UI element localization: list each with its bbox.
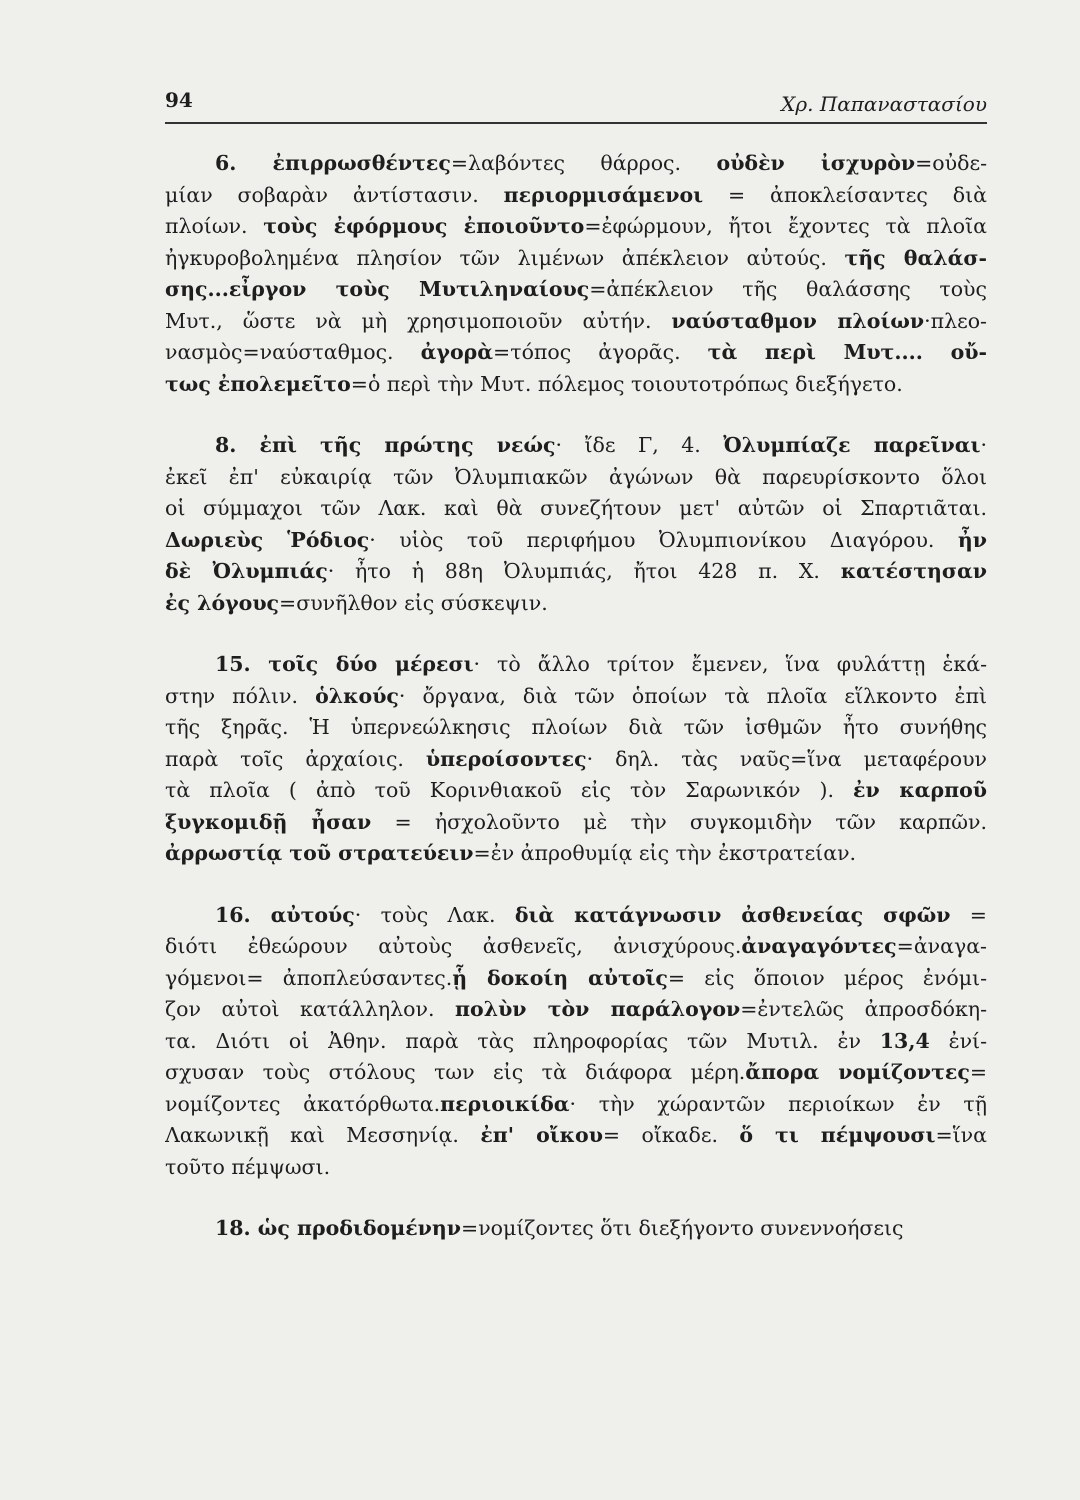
text-line [165, 369, 987, 401]
lemma-term: 6. ἐπιρρωσθέντες [215, 151, 451, 175]
note-paragraph [165, 430, 987, 619]
gloss-text: · ἴδε Γ, 4. [555, 433, 724, 457]
lemma-term: ᾗ δοκοίη αὐτοῖς [452, 965, 668, 990]
text-line [165, 963, 987, 995]
gloss-text: · ὄργανα, διὰ τῶν ὁποίων τὰ πλοῖα εἵλκοντο ἐπὶ [398, 683, 987, 708]
lemma-term: σης...εἶργον τοὺς Μυτιληναίους [165, 277, 590, 301]
gloss-text: · υἱὸς τοῦ περιφήμου Ὀλυμπιονίκου Διαγόρου. [369, 527, 958, 552]
text-line [165, 900, 987, 932]
text-line [165, 211, 987, 243]
text-line [165, 337, 987, 369]
text-line [165, 274, 987, 306]
gloss-text: = ἀποκλείσαντες διὰ [703, 182, 987, 207]
lemma-term: 13,4 [879, 1028, 930, 1053]
text-line [165, 493, 987, 525]
lemma-term: 8. ἐπὶ τῆς πρώτης νεώς [215, 433, 556, 457]
text-line [165, 430, 987, 462]
lemma-term: ἀρρωστίᾳ τοῦ στρατεύειν [165, 841, 474, 865]
lemma-term: ναύσταθμον πλοίων [671, 308, 925, 333]
gloss-text: =ἵνα [935, 1123, 987, 1147]
text-line [165, 807, 987, 839]
text-line [165, 306, 987, 338]
gloss-text: =συνῆλθον εἰς σύσκεψιν. [279, 590, 548, 615]
commentary-body [165, 148, 987, 1275]
text-line [165, 931, 987, 963]
lemma-term: ἐπ' οἴκου [480, 1123, 603, 1147]
gloss-text: · δηλ. τὰς ναῦς=ἵνα μεταφέρουν [586, 746, 987, 771]
gloss-text: = ἠσχολοῦντο μὲ τὴν συγκομιδὴν τῶν καρπῶν. [371, 809, 987, 834]
gloss-text: Μυτ., ὥστε νὰ μὴ χρησιμοποιοῦν αὐτήν. [165, 308, 672, 333]
lemma-term: τοὺς ἐφόρμους ἐποιοῦντο [263, 214, 585, 238]
gloss-text: σχυσαν τοὺς στόλους των εἰς τὰ διάφορα μέρη. [165, 1060, 746, 1084]
gloss-text: στην πόλιν. [165, 683, 316, 708]
gloss-text: μίαν σοβαρὰν ἀντίστασιν. [165, 182, 504, 207]
gloss-text: =ἀπέκλειον τῆς θαλάσσης τοὺς [589, 277, 987, 301]
gloss-text: =οὐδε- [915, 151, 987, 175]
text-line [165, 556, 987, 588]
text-line [165, 243, 987, 275]
gloss-text: ἠγκυροβολημένα πλησίον τῶν λιμένων ἀπέκλειον αὐτούς. [165, 245, 845, 270]
lemma-term: ἦν [957, 527, 987, 552]
gloss-text: τοῦτο πέμψωσι. [165, 1154, 331, 1179]
gloss-text: · [980, 433, 987, 457]
gloss-text: πλοίων. [165, 214, 264, 238]
note-paragraph [165, 1213, 987, 1245]
gloss-text: ἐκεῖ ἐπ' εὐκαιρίᾳ τῶν Ὀλυμπιακῶν ἀγώνων θὰ παρευρίσκοντο ὅλοι [165, 464, 987, 489]
text-line [165, 1152, 987, 1184]
gloss-text: διότι ἐθεώρουν αὐτοὺς ἀσθενεῖς, ἀνισχύρους. [165, 934, 742, 958]
lemma-term: 15. τοῖς δύο μέρεσι [215, 652, 474, 676]
lemma-term: ἀγορὰ [420, 340, 494, 364]
page-header [165, 82, 987, 124]
lemma-term: ὅ τι πέμψουσι [739, 1123, 936, 1147]
gloss-text: · τὴν χώραντῶν περιοίκων ἐν τῇ [569, 1091, 987, 1116]
gloss-text: =ἀναγα- [896, 934, 987, 958]
text-line [165, 775, 987, 807]
text-line [165, 588, 987, 620]
text-line [165, 1089, 987, 1121]
gloss-text: =ἐφώρμουν, ἤτοι ἔχοντες τὰ πλοῖα [584, 214, 987, 238]
gloss-text: · τοὺς Λακ. [354, 902, 515, 927]
text-line [165, 148, 987, 180]
lemma-term: περιορμισάμενοι [503, 182, 704, 207]
page-number: 94 [165, 88, 193, 112]
text-line [165, 525, 987, 557]
gloss-text: τῆς ξηρᾶς. Ἡ ὑπερνεώλκησις πλοίων διὰ τῶν ἰσθμῶν ἦτο συνήθης [165, 715, 987, 739]
gloss-text: γόμενοι= ἀποπλεύσαντες. [165, 965, 453, 990]
lemma-term: ὑπεροίσοντες [425, 746, 587, 771]
gloss-text: · ἦτο ἡ 88η Ὀλυμπιάς, ἤτοι 428 π. Χ. [327, 559, 841, 583]
text-line [165, 681, 987, 713]
note-paragraph [165, 900, 987, 1184]
lemma-term: ὁλκούς [315, 683, 399, 708]
gloss-text: = εἰς ὅποιον μέρος ἐνόμι- [667, 965, 987, 990]
text-line [165, 649, 987, 681]
note-paragraph [165, 649, 987, 870]
lemma-term: Δωριεὺς Ῥόδιος [165, 527, 370, 552]
text-line [165, 1213, 987, 1245]
text-line [165, 712, 987, 744]
lemma-term: ἐς λόγους [165, 590, 280, 615]
gloss-text: οἱ σύμμαχοι τῶν Λακ. καὶ θὰ συνεζήτουν μετ' αὐτῶν οἱ Σπαρτιᾶται. [165, 496, 987, 520]
lemma-term: Ὀλυμπίαζε παρεῖναι [723, 433, 981, 457]
gloss-text: τὰ πλοῖα ( ἀπὸ τοῦ Κορινθιακοῦ εἰς τὸν Σαρωνικόν ). [165, 778, 853, 802]
gloss-text: =ὁ περὶ τὴν Μυτ. πόλεμος τοιουτοτρόπως διεξήγετο. [350, 371, 903, 396]
gloss-text: = οἴκαδε. [602, 1123, 740, 1147]
lemma-term: 16. αὐτούς [215, 902, 355, 927]
text-line [165, 994, 987, 1026]
lemma-term: κατέστησαν [840, 559, 987, 583]
gloss-text: τα. Διότι οἱ Ἀθην. παρὰ τὰς πληροφορίας τῶν Μυτιλ. ἐν [165, 1028, 880, 1053]
text-line [165, 1057, 987, 1089]
lemma-term: τως ἐπολεμεῖτο [165, 371, 351, 396]
gloss-text: · τὸ ἄλλο τρίτον ἔμενεν, ἵνα φυλάττῃ ἑκά- [473, 652, 987, 676]
running-head: Χρ. Παπαναστασίου [781, 92, 987, 116]
lemma-term: 18. ὡς προδιδομένην [215, 1216, 462, 1240]
gloss-text: =ἐντελῶς ἀπροσδόκη- [740, 997, 987, 1021]
gloss-text: =τόπος ἀγορᾶς. [493, 340, 708, 364]
gloss-text: ζον αὐτοὶ κατάλληλον. [165, 997, 456, 1021]
gloss-text: =λαβόντες θάρρος. [450, 151, 717, 175]
text-line [165, 1026, 987, 1058]
lemma-term: πολὺν τὸν παράλογον [455, 997, 741, 1021]
gloss-text: = [969, 1060, 987, 1084]
gloss-text: =ἐν ἀπροθυμίᾳ εἰς τὴν ἐκστρατείαν. [473, 841, 857, 865]
lemma-term: τὰ περὶ Μυτ.... οὔ- [707, 340, 987, 364]
text-line [165, 462, 987, 494]
gloss-text: ·πλεο- [924, 308, 987, 333]
lemma-term: ἀναγαγόντες [741, 934, 897, 958]
lemma-term: ξυγκομιδῇ ἦσαν [165, 809, 372, 834]
lemma-term: οὐδὲν ἰσχυρὸν [716, 151, 916, 175]
gloss-text: =νομίζοντες ὅτι διεξήγοντο συνεννοήσεις [461, 1216, 904, 1240]
gloss-text: ἐνί- [929, 1028, 987, 1053]
lemma-term: ἐν καρποῦ [852, 778, 987, 802]
text-line [165, 180, 987, 212]
lemma-term: δὲ Ὀλυμπιάς [165, 559, 328, 583]
note-paragraph [165, 148, 987, 400]
lemma-term: περιοικίδα [440, 1091, 570, 1116]
text-line [165, 1120, 987, 1152]
text-line [165, 838, 987, 870]
gloss-text: = [950, 902, 987, 927]
text-line [165, 744, 987, 776]
gloss-text: νασμὸς=ναύσταθμος. [165, 340, 421, 364]
lemma-term: διὰ κατάγνωσιν ἀσθενείας σφῶν [514, 902, 951, 927]
gloss-text: νομίζοντες ἀκατόρθωτα. [165, 1091, 441, 1116]
gloss-text: παρὰ τοῖς ἀρχαίοις. [165, 746, 426, 771]
lemma-term: τῆς θαλάσ- [844, 245, 987, 270]
gloss-text: Λακωνικῇ καὶ Μεσσηνίᾳ. [165, 1123, 481, 1147]
lemma-term: ἄπορα νομίζοντες [745, 1060, 970, 1084]
